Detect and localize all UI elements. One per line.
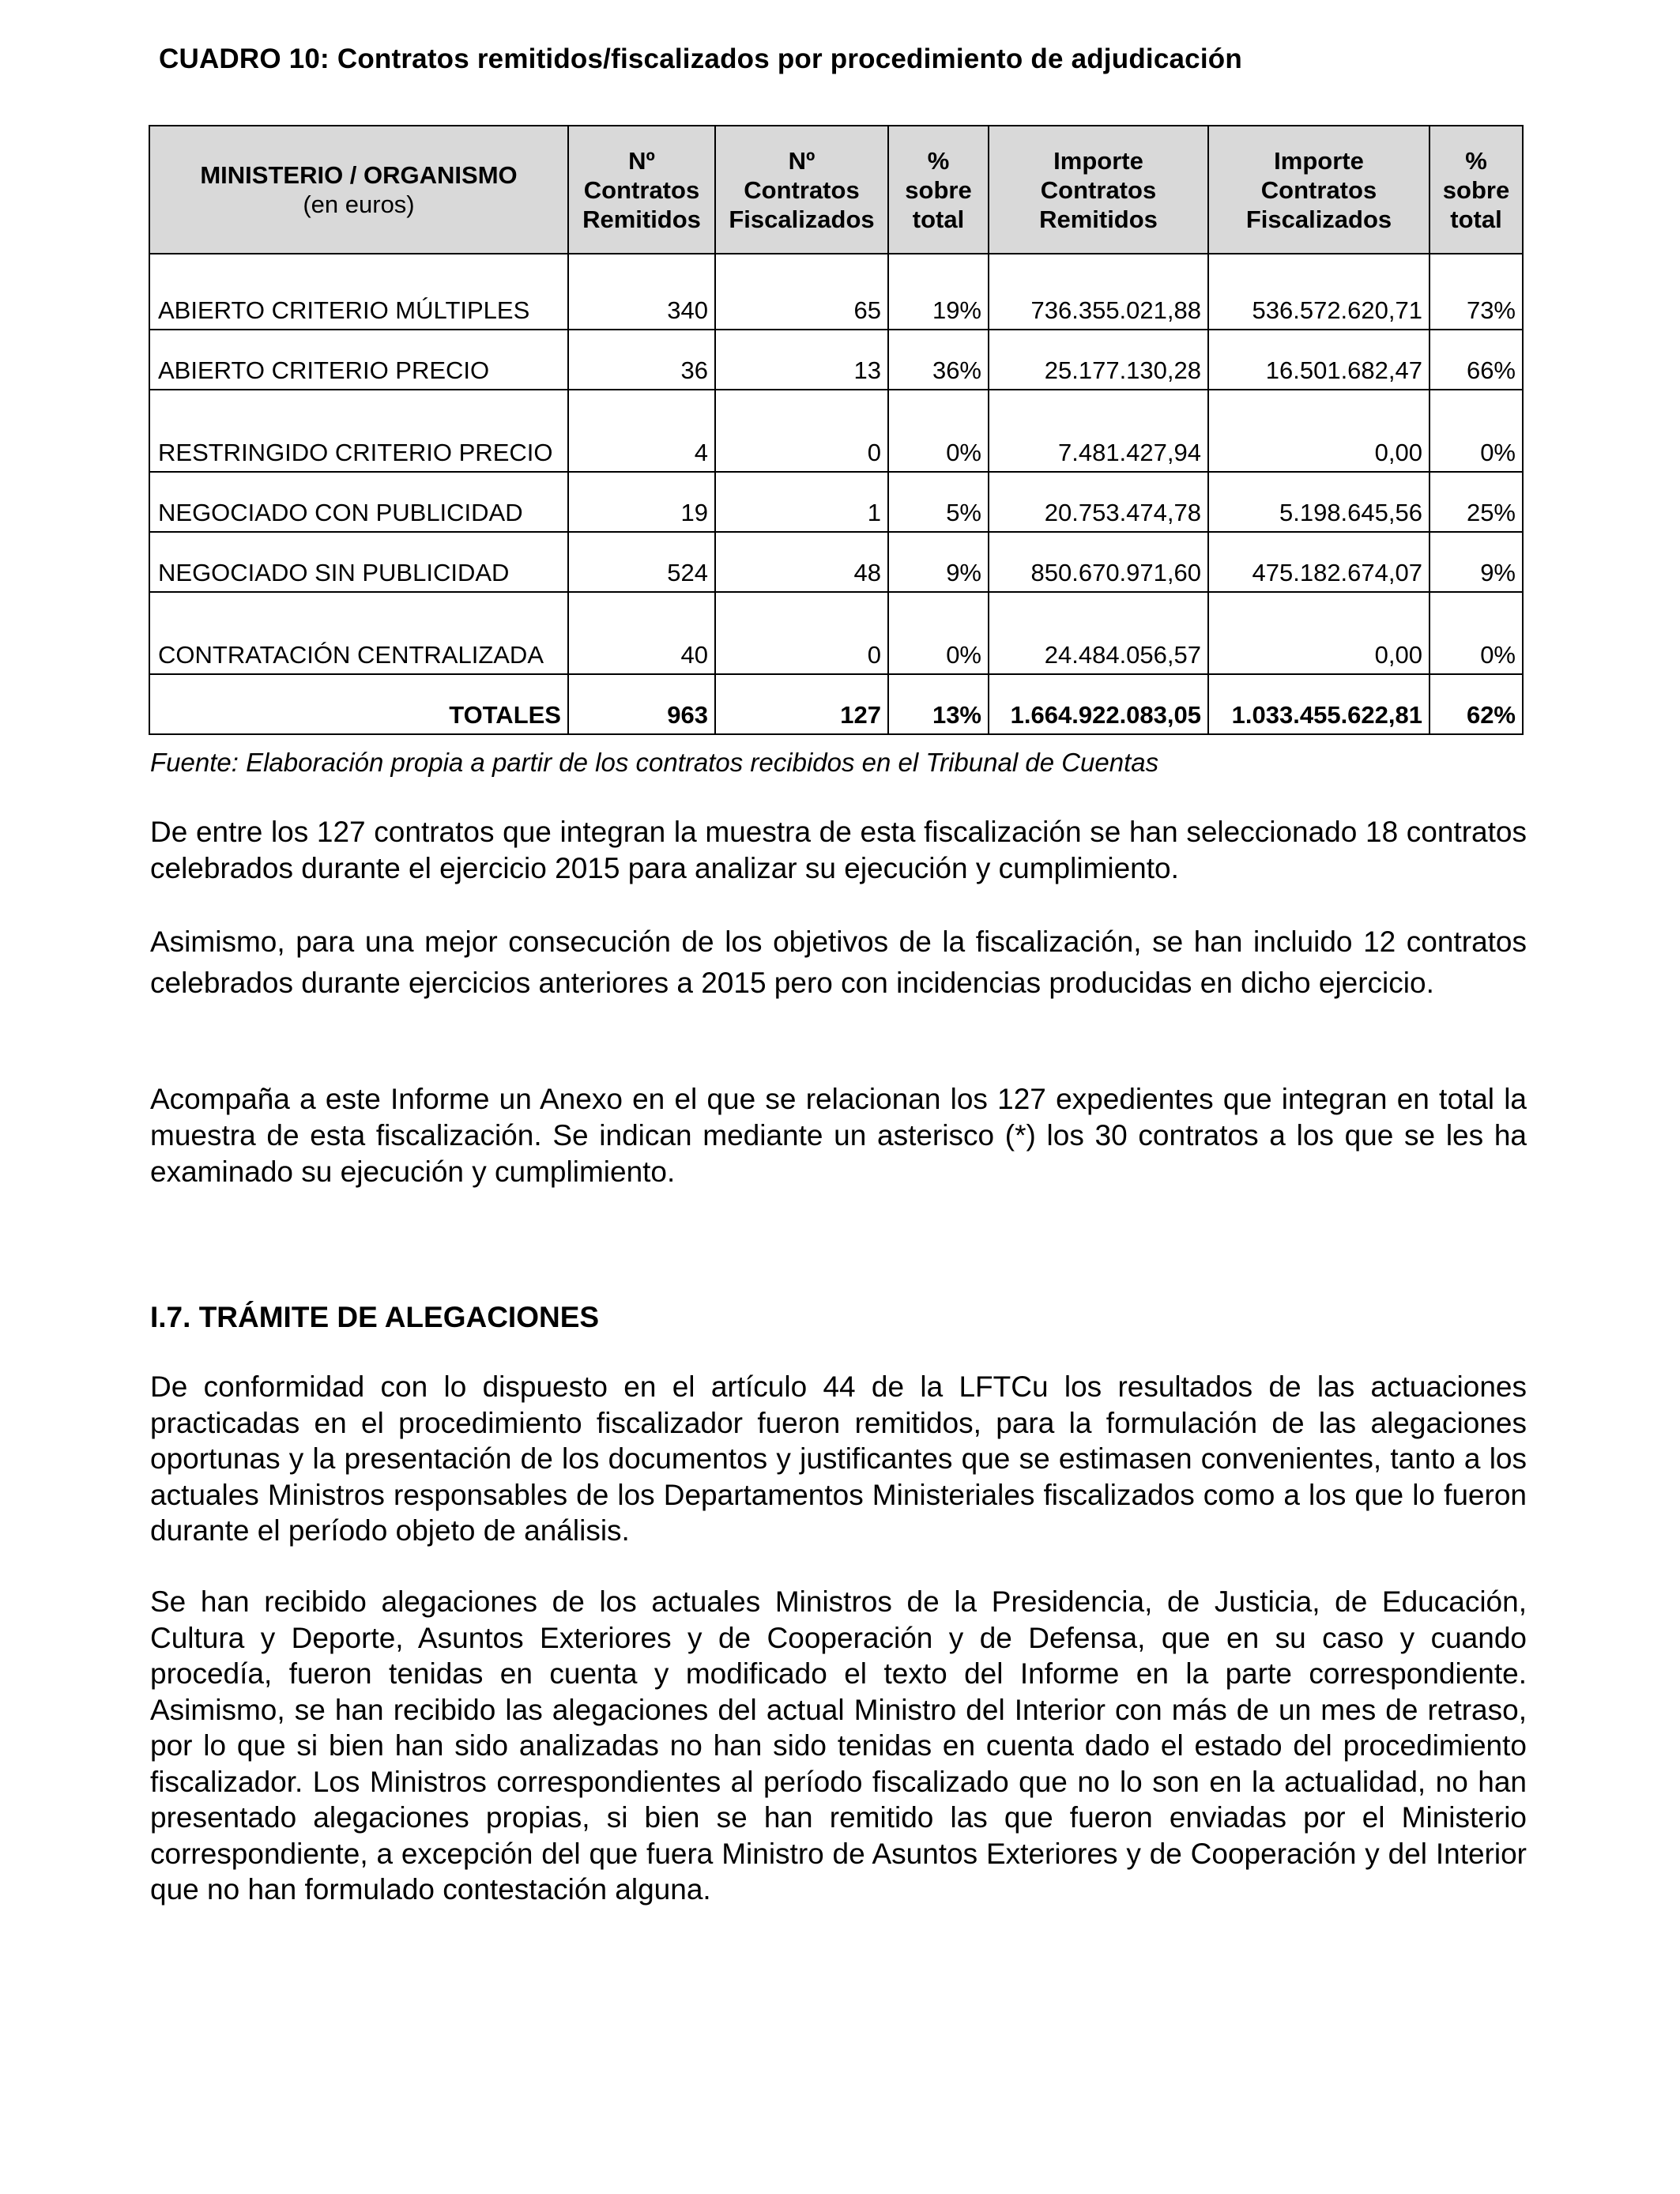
header-pct-n: % sobre total — [888, 126, 989, 254]
cell-pct-importe: 9% — [1430, 532, 1523, 592]
total-pct-importe: 62% — [1430, 674, 1523, 734]
row-label: RESTRINGIDO CRITERIO PRECIO — [149, 390, 568, 472]
header-pct-importe: % sobre total — [1430, 126, 1523, 254]
cell-importe-remitidos: 25.177.130,28 — [989, 330, 1208, 390]
row-label: NEGOCIADO CON PUBLICIDAD — [149, 472, 568, 532]
cell-n-fiscalizados: 1 — [715, 472, 888, 532]
cell-n-remitidos: 19 — [568, 472, 715, 532]
paragraph: Asimismo, para una mejor consecución de los objetivos de la fiscalización, se han incluido 12 contratos celebrados durante ejercicios anteriores a 2015 pero con incidencias producidas en dicho ejercicio. — [150, 925, 1527, 999]
cell-importe-fiscalizados: 16.501.682,47 — [1208, 330, 1430, 390]
header-importe-remitidos: Importe Contratos Remitidos — [989, 126, 1208, 254]
cell-importe-fiscalizados: 0,00 — [1208, 390, 1430, 472]
cell-importe-remitidos: 736.355.021,88 — [989, 254, 1208, 330]
cell-importe-fiscalizados: 475.182.674,07 — [1208, 532, 1430, 592]
cell-importe-remitidos: 7.481.427,94 — [989, 390, 1208, 472]
cell-n-fiscalizados: 0 — [715, 592, 888, 674]
cell-n-remitidos: 340 — [568, 254, 715, 330]
cell-pct-n: 36% — [888, 330, 989, 390]
cell-n-remitidos: 524 — [568, 532, 715, 592]
total-pct-n: 13% — [888, 674, 989, 734]
table-row — [149, 330, 1523, 390]
table-row — [149, 472, 1523, 532]
paragraph: Acompaña a este Informe un Anexo en el que se relacionan los 127 expedientes que integran en total la muestra de esta fiscalización. Se indican mediante un asterisco (*) los 30 contratos a los que se les ha examinado su ejecución y cumplimiento. — [150, 1083, 1527, 1188]
paragraph: Se han recibido alegaciones de los actuales Ministros de la Presidencia, de Justicia, de Educación, Cultura y Deporte, Asuntos Exteriores y de Cooperación y de Defensa, que en su caso y cuando procedía, fueron tenidas en cuenta y modificado el texto del Informe en la parte correspondiente. Asimismo, se han recibido las alegaciones del actual Ministro del Interior con más de un mes de retraso, por lo que si bien han sido analizadas no han sido tenidas en cuenta dado el estado del procedimiento fiscalizador. Los Ministros correspondientes al período fiscalizado que no lo son en la actualidad, no han presentado alegaciones propias, si bien se han remitido las que fueron enviadas por el Ministerio correspondiente, a excepción del que fuera Ministro de Asuntos Exteriores y de Cooperación y del Interior que no han formulado contestación alguna. — [150, 1585, 1527, 1906]
cell-importe-fiscalizados: 5.198.645,56 — [1208, 472, 1430, 532]
cell-n-fiscalizados: 48 — [715, 532, 888, 592]
cell-pct-n: 9% — [888, 532, 989, 592]
total-n-fiscalizados: 127 — [715, 674, 888, 734]
section-heading: I.7. TRÁMITE DE ALEGACIONES — [150, 1301, 600, 1333]
paragraph: De entre los 127 contratos que integran la muestra de esta fiscalización se han seleccionado 18 contratos celebrados durante el ejercicio 2015 para analizar su ejecución y cumplimiento. — [150, 816, 1527, 884]
totals-row — [149, 674, 1523, 734]
contracts-table — [149, 125, 1524, 735]
row-label: CONTRATACIÓN CENTRALIZADA — [149, 592, 568, 674]
cell-pct-importe: 25% — [1430, 472, 1523, 532]
cell-pct-importe: 0% — [1430, 390, 1523, 472]
cell-pct-n: 0% — [888, 390, 989, 472]
total-importe-remitidos: 1.664.922.083,05 — [989, 674, 1208, 734]
row-label: ABIERTO CRITERIO PRECIO — [149, 330, 568, 390]
header-n-remitidos: Nº Contratos Remitidos — [568, 126, 715, 254]
source-note: Fuente: Elaboración propia a partir de los contratos recibidos en el Tribunal de Cuentas — [150, 748, 1159, 777]
cell-importe-remitidos: 850.670.971,60 — [989, 532, 1208, 592]
cell-n-fiscalizados: 13 — [715, 330, 888, 390]
cell-pct-n: 0% — [888, 592, 989, 674]
table-title: CUADRO 10: Contratos remitidos/fiscalizados por procedimiento de adjudicación — [159, 43, 1242, 74]
cell-n-fiscalizados: 0 — [715, 390, 888, 472]
cell-importe-remitidos: 24.484.056,57 — [989, 592, 1208, 674]
cell-n-remitidos: 40 — [568, 592, 715, 674]
row-label: NEGOCIADO SIN PUBLICIDAD — [149, 532, 568, 592]
totals-label: TOTALES — [149, 674, 568, 734]
total-importe-fiscalizados: 1.033.455.622,81 — [1208, 674, 1430, 734]
table-row — [149, 254, 1523, 330]
cell-pct-importe: 73% — [1430, 254, 1523, 330]
cell-pct-importe: 0% — [1430, 592, 1523, 674]
paragraph: De conformidad con lo dispuesto en el artículo 44 de la LFTCu los resultados de las actuaciones practicadas en el procedimiento fiscalizador fueron remitidos, para la formulación de las alegaciones oportunas y la presentación de los documentos y justificantes que se estimasen convenientes, tanto a los actuales Ministros responsables de los Departamentos Ministeriales fiscalizados como a los que lo fueron durante el período objeto de análisis. — [150, 1370, 1527, 1547]
cell-pct-n: 19% — [888, 254, 989, 330]
cell-importe-fiscalizados: 536.572.620,71 — [1208, 254, 1430, 330]
table-row — [149, 532, 1523, 592]
cell-importe-fiscalizados: 0,00 — [1208, 592, 1430, 674]
header-importe-fiscalizados: Importe Contratos Fiscalizados — [1208, 126, 1430, 254]
row-label: ABIERTO CRITERIO MÚLTIPLES — [149, 254, 568, 330]
table-row — [149, 592, 1523, 674]
cell-n-fiscalizados: 65 — [715, 254, 888, 330]
total-n-remitidos: 963 — [568, 674, 715, 734]
cell-n-remitidos: 4 — [568, 390, 715, 472]
cell-importe-remitidos: 20.753.474,78 — [989, 472, 1208, 532]
table-header-row — [149, 126, 1523, 254]
cell-pct-importe: 66% — [1430, 330, 1523, 390]
cell-pct-n: 5% — [888, 472, 989, 532]
cell-n-remitidos: 36 — [568, 330, 715, 390]
table-row — [149, 390, 1523, 472]
header-organismo: MINISTERIO / ORGANISMO (en euros) — [149, 126, 568, 254]
header-n-fiscalizados: Nº Contratos Fiscalizados — [715, 126, 888, 254]
